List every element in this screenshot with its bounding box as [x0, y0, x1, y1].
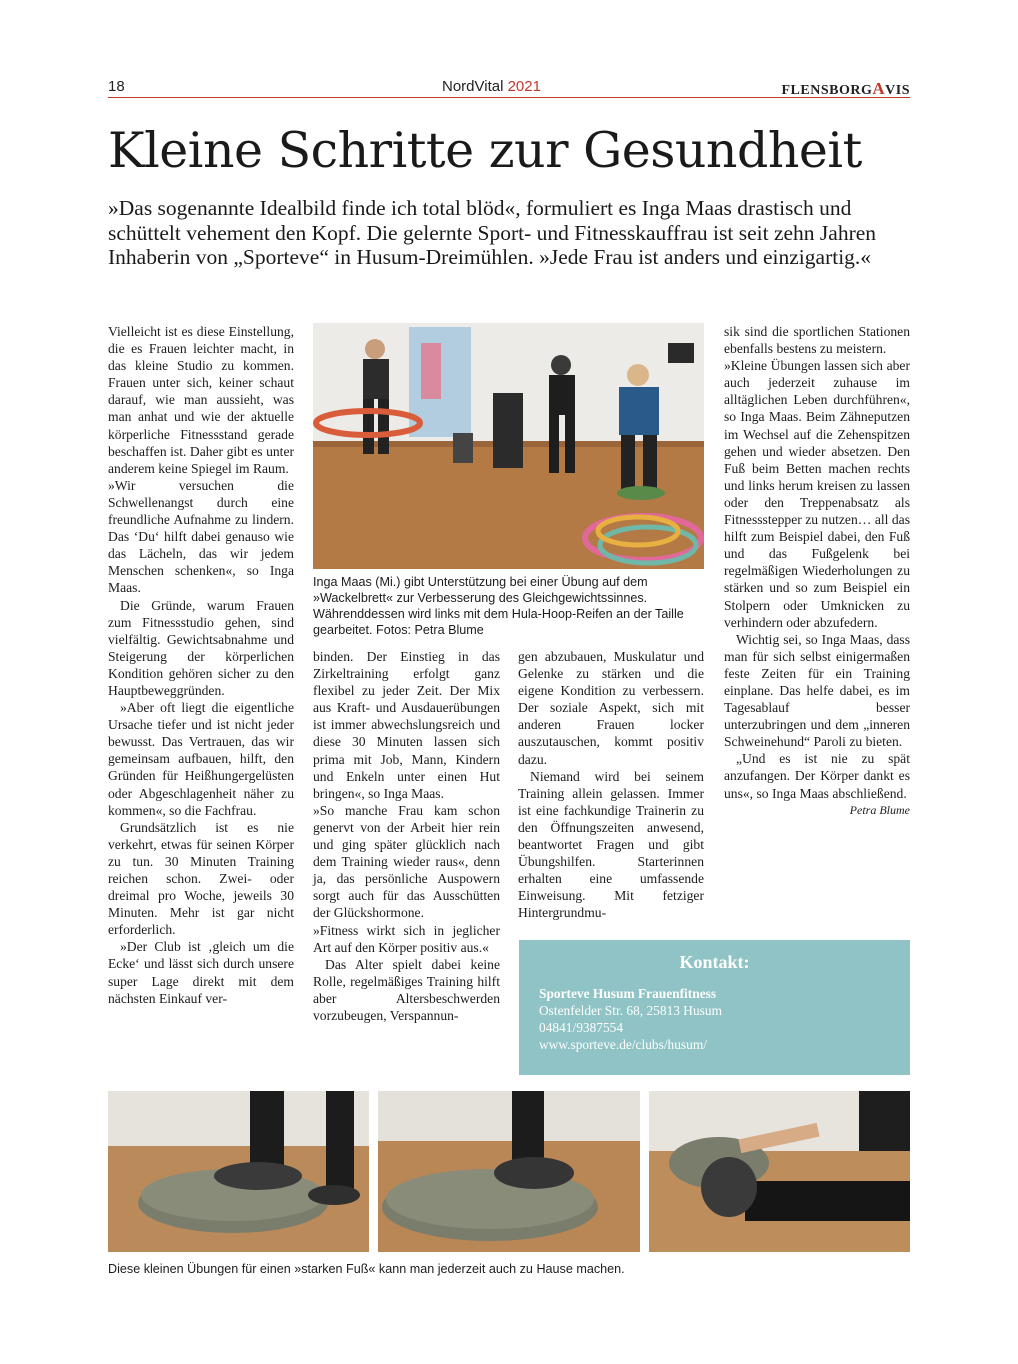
contact-title: Kontakt:: [679, 952, 750, 972]
contact-phone: 04841/9387554: [539, 1020, 624, 1035]
article-column-1: [108, 323, 294, 1007]
gym-scene-image: [313, 323, 704, 569]
magazine-title: [442, 78, 541, 95]
exercise-photo-3: [649, 1091, 910, 1252]
heel-raise-image: [378, 1091, 640, 1252]
foot-balance-image: [108, 1091, 369, 1252]
publisher-part1: FLENSBORG: [781, 83, 873, 98]
paragraph: Niemand wird bei seinem Training allein gelassen. Immer ist eine fachkundige Trainerin zu den Öffnungszeiten anwesend, beantwortet Fragen und gibt Übungshilfen. Starterinnen erhalten eine umfassende Einweisung. Mit fetziger Hintergrundmu-: [518, 768, 704, 921]
contact-name: Sporteve Husum Frauenfitness: [539, 986, 717, 1001]
publisher-logo: [782, 79, 911, 99]
paragraph: Die Gründe, warum Frauen zum Fitnessstudio gehen, sind vielfältig. Gewichtsabnahme und Steigerung der körperlichen Kondition gehören sicher zu den Hauptbeweggründen.: [108, 597, 294, 698]
magazine-year: 2021: [507, 78, 541, 95]
publisher-part2: VIS: [885, 83, 910, 98]
bottom-photos-caption: Diese kleinen Übungen für einen »starken Fuß« kann man jederzeit auch zu Hause machen.: [108, 1262, 625, 1276]
main-photo: [313, 323, 704, 569]
exercise-photo-1: [108, 1091, 369, 1252]
page-header: [108, 76, 910, 98]
main-photo-caption: Inga Maas (Mi.) gibt Unterstützung bei einer Übung auf dem »Wackelbrett« zur Verbesserung des Gleichgewichtssinnes. Währenddessen wird links mit dem Hula-Hoop-Reifen an der Taille gearbeitet. Fotos: Petra Blume: [313, 575, 684, 637]
article-column-3: [518, 648, 704, 922]
article-headline: Kleine Schritte zur Gesundheit: [108, 122, 862, 179]
contact-box: [519, 940, 910, 1075]
contact-url[interactable]: www.sporteve.de/clubs/husum/: [539, 1037, 707, 1052]
paragraph: »Fitness wirkt sich in jeglicher Art auf den Körper positiv aus.«: [313, 922, 500, 955]
magazine-name: NordVital: [442, 78, 504, 95]
paragraph: »Kleine Übungen lassen sich aber auch jederzeit zuhause im alltäglichen Leben durchführen«, so Inga Maas. Beim Zähneputzen im Wechsel auf die Zehenspitzen gehen und wieder absetzen. Den Fuß beim Betten machen rechts und links herum kreisen zu lassen oder den Treppenabsatz als Fitnessstepper zu nutzen… all das hilft zum Beispiel dabei, den Fuß und das Fußgelenk bei regelmäßigen Wiederholungen zu stärken und so zum Beispiel ein Stolpern oder Umknicken zu verhindern oder abzufedern.: [724, 358, 910, 630]
paragraph: »Aber oft liegt die eigentliche Ursache tiefer und ist nicht jeder bewusst. Das Vertrauen, das wir gemeinsam aufbauen, hilft, den Gründen für Heißhungergelüsten oder Abgeschlagenheit näher zu kommen«, so die Fachfrau.: [108, 700, 294, 818]
paragraph: Grundsätzlich ist es nie verkehrt, etwas für seinen Körper zu tun. 30 Minuten Training reichen schon. Zwei- oder dreimal pro Woche, jeweils 30 Minuten. Mehr ist gar nicht erforderlich.: [108, 819, 294, 938]
foot-stretch-image: [649, 1091, 910, 1252]
page-number: 18: [108, 78, 125, 95]
article-column-4: [724, 323, 910, 819]
paragraph: Wichtig sei, so Inga Maas, dass man für sich selbst einigermaßen feste Zeiten für ein Training einplane. Das helfe dabei, es im Tagesablauf besser unterzubringen und dem „inneren Schweinehund“ Paroli zu bieten.: [724, 631, 910, 750]
author-byline: Petra Blume: [849, 802, 910, 817]
contact-address: Ostenfelder Str. 68, 25813 Husum: [539, 1003, 722, 1018]
paragraph: »Der Club ist ‚gleich um die Ecke‘ und lässt sich durch unsere super Lage direkt mit dem nächsten Einkauf ver-: [108, 939, 294, 1006]
article-column-2: [313, 648, 500, 1024]
exercise-photo-2: [378, 1091, 640, 1252]
paragraph: »Wir versuchen die Schwellenangst durch eine freundliche Aufnahme zu lindern. Das ‘Du‘ hilft dabei genauso wie das Lächeln, das wir jedem Menschen schenken«, so Inga Maas.: [108, 477, 294, 596]
paragraph: Das Alter spielt dabei keine Rolle, regelmäßiges Training hilft aber Altersbeschwerden vorzubeugen, Verspannun-: [313, 956, 500, 1023]
paragraph: Vielleicht ist es diese Einstellung, die es Frauen leichter macht, in das kleine Studio zu kommen. Frauen unter sich, keiner schaut darauf, wie man aussieht, was man anhat und wie der aktuelle körperliche Fitnessstand gerade beschaffen ist. Daher gibt es unter anderem keine Spiegel im Raum.: [108, 324, 294, 476]
article-lead: »Das sogenannte Idealbild finde ich total blöd«, formuliert es Inga Maas drastisch und schüttelt vehement den Kopf. Die gelernte Sport- und Fitnesskauffrau ist seit zehn Jahren Inhaberin von „Sporteve“ in Husum-Dreimühlen. »Jede Frau ist anders und einzigartig.«: [108, 196, 877, 269]
publisher-accent: A: [872, 79, 886, 98]
paragraph: gen abzubauen, Muskulatur und Gelenke zu stärken und die eigene Kondition zu verbessern. Der soziale Aspekt, sich mit anderen Frauen locker auszutauschen, kommt positiv dazu.: [518, 649, 704, 767]
paragraph: »So manche Frau kam schon genervt von der Arbeit hier rein und ging später glücklich nach dem Training wieder raus«, denn ja, das persönliche Auspowern sorgt auch für das Ausschütten der Glückshormone.: [313, 802, 500, 921]
paragraph: „Und es ist nie zu spät anzufangen. Der Körper dankt es uns«, so Inga Maas abschließend.: [724, 751, 910, 801]
paragraph: binden. Der Einstieg in das Zirkeltraining erfolgt ganz flexibel zu jeder Zeit. Der Mix aus Kraft- und Ausdauerübungen ist immer abwechslungsreich und diese 30 Minuten lassen sich prima mit Job, Mann, Kindern und Enkeln unter einen Hut bringen«, so Inga Maas.: [313, 649, 500, 801]
paragraph: sik sind die sportlichen Stationen ebenfalls bestens zu meistern.: [724, 324, 910, 357]
